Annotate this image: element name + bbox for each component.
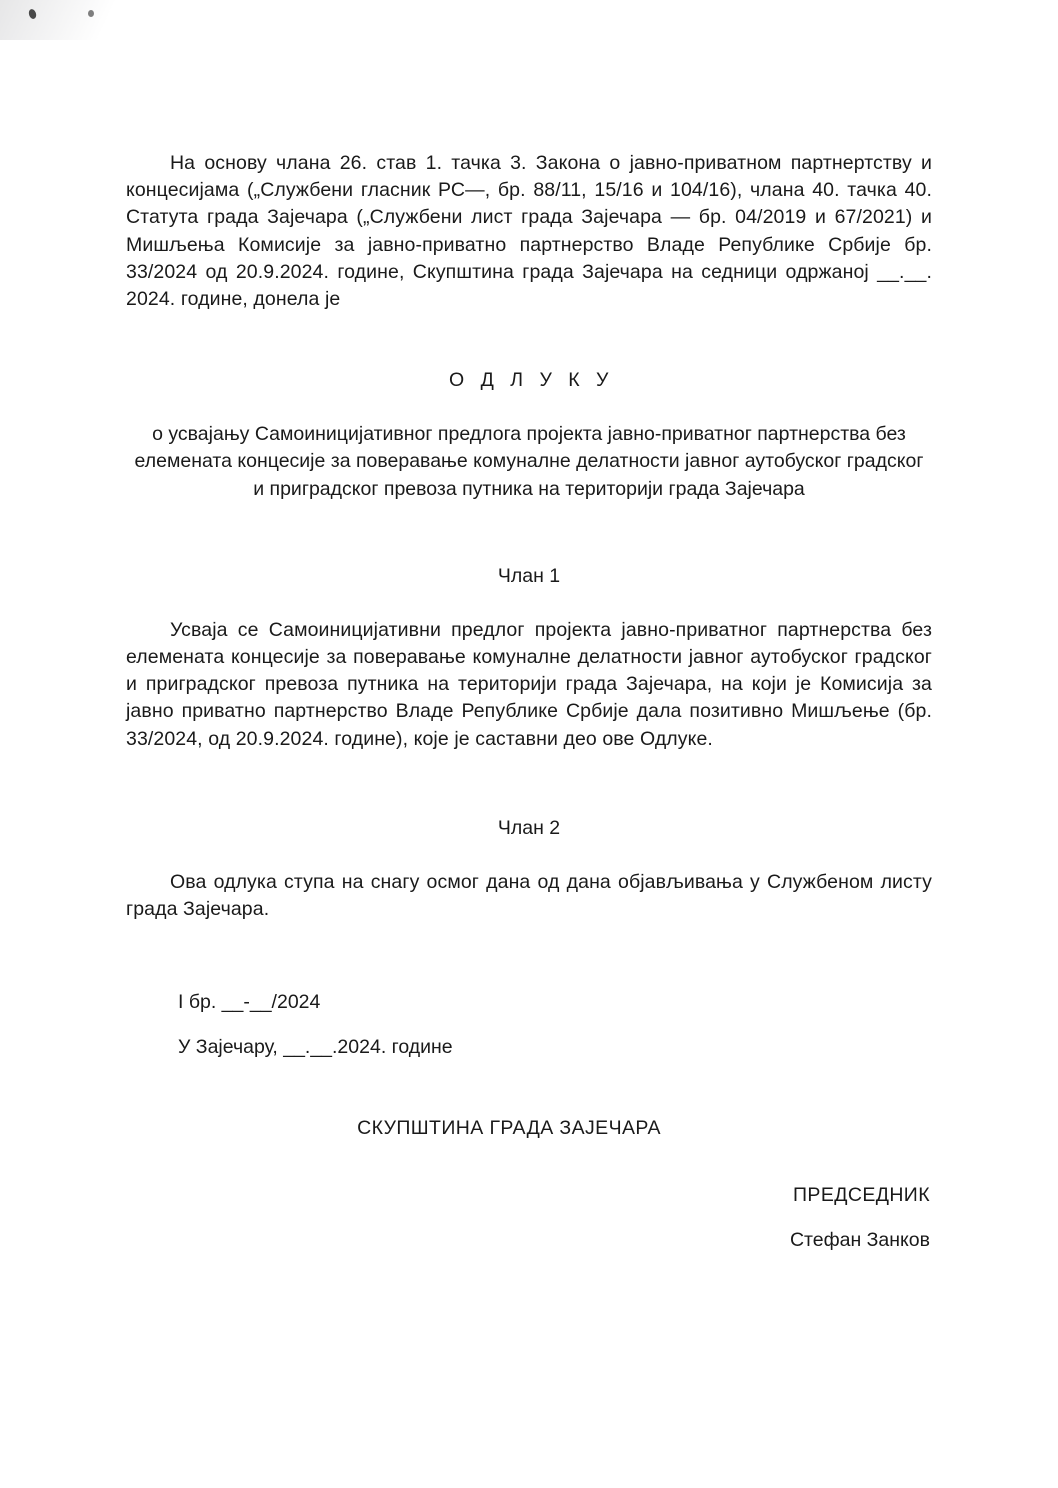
scan-speckle-icon <box>28 8 38 20</box>
signature-block <box>126 1182 932 1254</box>
signature-organization: СКУПШТИНА ГРАДА ЗАЈЕЧАРА <box>357 1117 661 1140</box>
article-1-heading: Члан 1 <box>497 564 561 587</box>
signature-name: Стефан Занков <box>789 1229 930 1252</box>
article-1-body: Усваја се Самоиницијативни предлог пројекта јавно-приватног партнерства без елемената концесије за поверавање комуналне делатности јавног аутобуског градског и приградског превоза путника на територији града Зајечара, на који је Комисија за јавно приватно партнерство Владе Републике Србије дала позитивно Мишљење (бр. 33/2024, од 20.9.2024. године), које је саставни део ове Одлуке. <box>126 618 932 750</box>
article-2-body: Ова одлука ступа на снагу осмог дана од дана објављивања у Службеном листу града Зајечара. <box>126 870 932 921</box>
place-date-line: У Зајечару, __.__.2024. године <box>178 1036 453 1059</box>
document-title: О Д Л У К У <box>449 369 614 392</box>
scan-speckle-icon <box>88 10 94 17</box>
signature-role: ПРЕДСЕДНИК <box>793 1184 930 1207</box>
article-2-heading: Члан 2 <box>497 816 561 839</box>
preamble-paragraph: На основу члана 26. став 1. тачка 3. Закона о јавно-приватном партнертству и концесијама („Службени гласник РС—, бр. 88/11, 15/16 и 104/16), члана 40. тачка 40. Статута града Зајечара („Службени лист града Зајечара — бр. 04/2019 и 67/2021) и Мишљења Комисије за јавно-приватно партнерство Владе Републике Србије бр. 33/2024 од 20.9.2024. године, Скупштина града Зајечара на седници одржаној __.__. 2024. године, донела је <box>126 152 932 311</box>
document-subtitle: о усвајању Самоиницијативног предлога пројекта јавно-приватног партнерства без елемената концесије за поверавање комуналне делатности јавног аутобуског градског и приградског превоза путника на територији града Зајечара <box>134 423 924 500</box>
document-content <box>126 0 932 1254</box>
reference-number-line: I бр. __-__/2024 <box>178 991 321 1014</box>
